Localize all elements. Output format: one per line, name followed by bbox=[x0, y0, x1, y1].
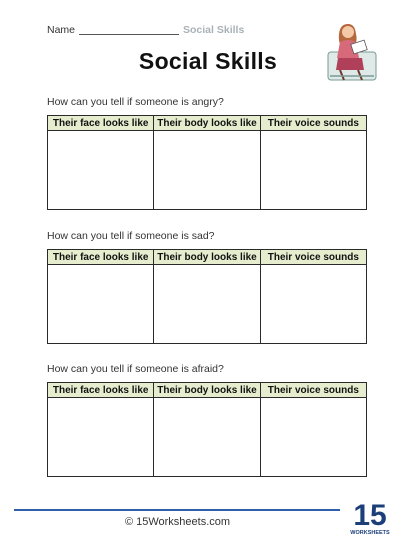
chart-angry bbox=[47, 115, 367, 210]
answer-cell-face[interactable] bbox=[48, 265, 154, 344]
name-field bbox=[47, 24, 179, 36]
footer-copyright: © 15Worksheets.com bbox=[124, 516, 231, 528]
answer-cell-voice[interactable] bbox=[260, 398, 366, 477]
column-header-voice: Their voice sounds bbox=[260, 250, 366, 265]
logo-number: 15 bbox=[353, 499, 387, 532]
answer-cell-body[interactable] bbox=[154, 398, 260, 477]
column-header-face: Their face looks like bbox=[48, 250, 154, 265]
question-angry: How can you tell if someone is angry? bbox=[47, 96, 224, 108]
footer-rule bbox=[14, 509, 340, 511]
page-title: Social Skills bbox=[138, 48, 278, 74]
name-blank-line[interactable] bbox=[79, 34, 179, 35]
header-subject: Social Skills bbox=[183, 24, 245, 36]
question-sad: How can you tell if someone is sad? bbox=[47, 230, 215, 242]
chart-afraid bbox=[47, 382, 367, 477]
column-header-voice: Their voice sounds bbox=[260, 116, 366, 131]
column-header-face: Their face looks like bbox=[48, 383, 154, 398]
answer-cell-face[interactable] bbox=[48, 398, 154, 477]
logo-caption: WORKSHEETS bbox=[350, 530, 390, 536]
answer-cell-voice[interactable] bbox=[260, 265, 366, 344]
column-header-body: Their body looks like bbox=[154, 116, 260, 131]
name-label: Name bbox=[47, 24, 76, 36]
girl-reading-clipart bbox=[324, 12, 380, 84]
chart-sad bbox=[47, 249, 367, 344]
answer-cell-body[interactable] bbox=[154, 265, 260, 344]
answer-cell-face[interactable] bbox=[48, 131, 154, 210]
answer-cell-body[interactable] bbox=[154, 131, 260, 210]
worksheets-logo bbox=[349, 496, 391, 536]
question-afraid: How can you tell if someone is afraid? bbox=[47, 363, 224, 375]
column-header-voice: Their voice sounds bbox=[260, 383, 366, 398]
column-header-body: Their body looks like bbox=[154, 250, 260, 265]
column-header-face: Their face looks like bbox=[48, 116, 154, 131]
column-header-body: Their body looks like bbox=[154, 383, 260, 398]
answer-cell-voice[interactable] bbox=[260, 131, 366, 210]
